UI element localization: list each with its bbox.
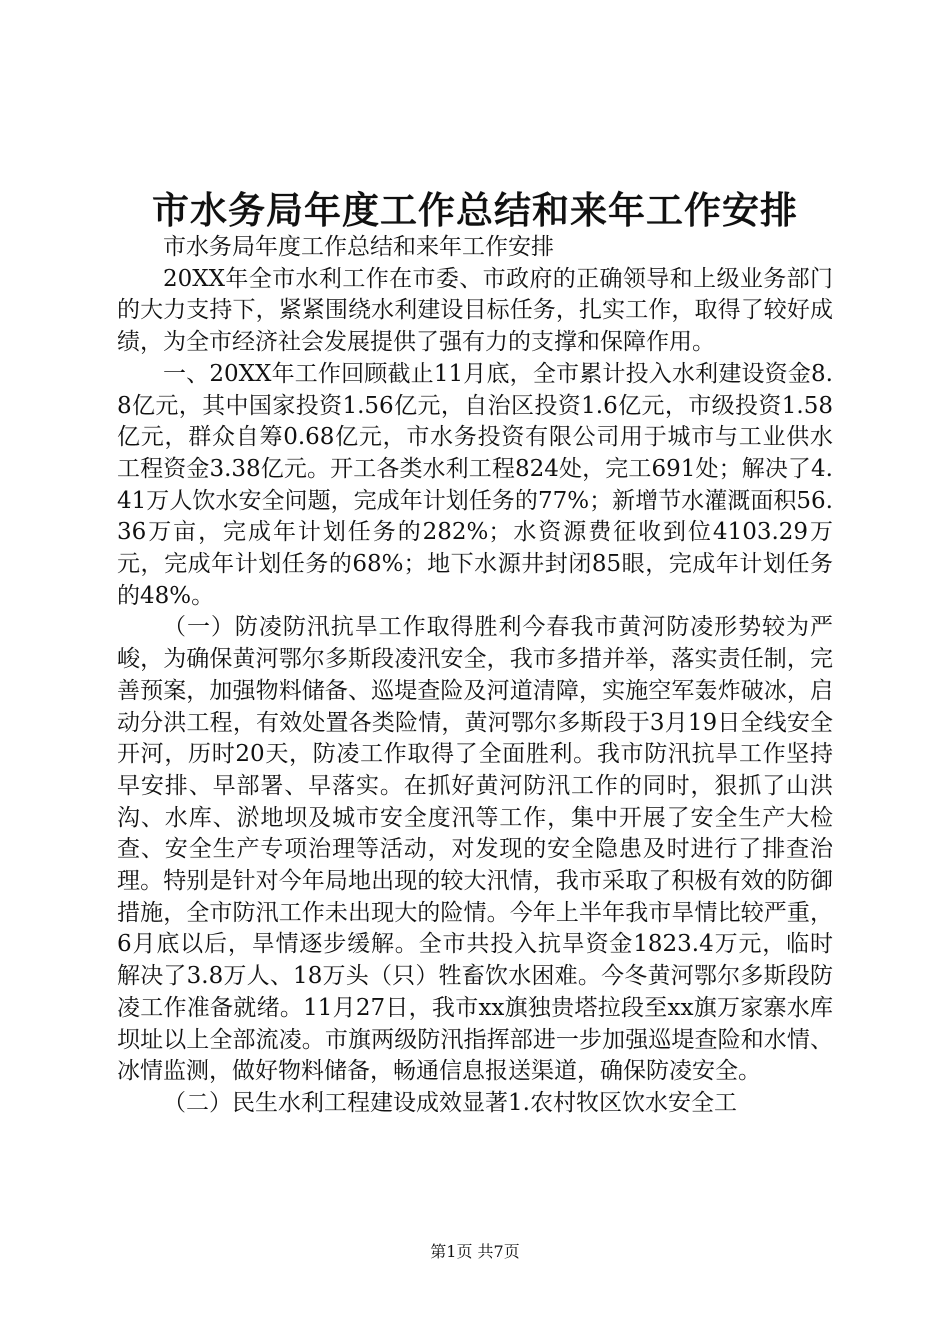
paragraph-livelihood-water: （二）民生水利工程建设成效显著1.农村牧区饮水安全工: [163, 1089, 737, 1116]
page-number-footer: 第1页 共7页: [430, 1242, 520, 1261]
paragraph-intro: 20XX年全市水利工作在市委、市政府的正确领导和上级业务部门的大力支持下，紧紧围绕水利建设目标任务，扎实工作，取得了较好成绩，为全市经济社会发展提供了强有力的支撑和保障作用。: [117, 265, 833, 356]
document-title: 市水务局年度工作总结和来年工作安排: [152, 188, 798, 232]
paragraph-flood-control: （一）防凌防汛抗旱工作取得胜利今春我市黄河防凌形势较为严峻，为确保黄河鄂尔多斯段凌汛安全，我市多措并举，落实责任制，完善预案，加强物料储备、巡堤查险及河道清障，实施空军轰炸破冰，启动分洪工程，有效处置各类险情，黄河鄂尔多斯段于3月19日全线安全开河，历时20天，防凌工作取得了全面胜利。我市防汛抗旱工作坚持早安排、早部署、早落实。在抓好黄河防汛工作的同时，狠抓了山洪沟、水库、淤地坝及城市安全度汛等工作，集中开展了安全生产大检查、安全生产专项治理等活动，对发现的安全隐患及时进行了排查治理。特别是针对今年局地出现的较大汛情，我市采取了积极有效的防御措施，全市防汛工作未出现大的险情。今年上半年我市旱情比较严重，6月底以后，旱情逐步缓解。全市共投入抗旱资金1823.4万元，临时解决了3.8万人、18万头（只）牲畜饮水困难。今冬黄河鄂尔多斯段防凌工作准备就绪。11月27日，我市xx旗独贵塔拉段至xx旗万家寨水库坝址以上全部流凌。市旗两级防汛指挥部进一步加强巡堤查险和水情、冰情监测，做好物料储备，畅通信息报送渠道，确保防凌安全。: [117, 614, 833, 1085]
paragraph-section-one: 一、20XX年工作回顾截止11月底，全市累计投入水利建设资金8.8亿元，其中国家投资1.56亿元，自治区投资1.6亿元，市级投资1.58亿元，群众自筹0.68亿元，市水务投资有限公司用于城市与工业供水工程资金3.38亿元。开工各类水利工程824处，完工691处；解决了4.41万人饮水安全问题，完成年计划任务的77%；新增节水灌溉面积56.36万亩，完成年计划任务的282%；水资源费征收到位4103.29万元，完成年计划任务的68%；地下水源井封闭85眼，完成年计划任务的48%。: [117, 360, 833, 609]
document-body: [117, 232, 833, 1120]
paragraph-subtitle: 市水务局年度工作总结和来年工作安排: [163, 234, 554, 260]
